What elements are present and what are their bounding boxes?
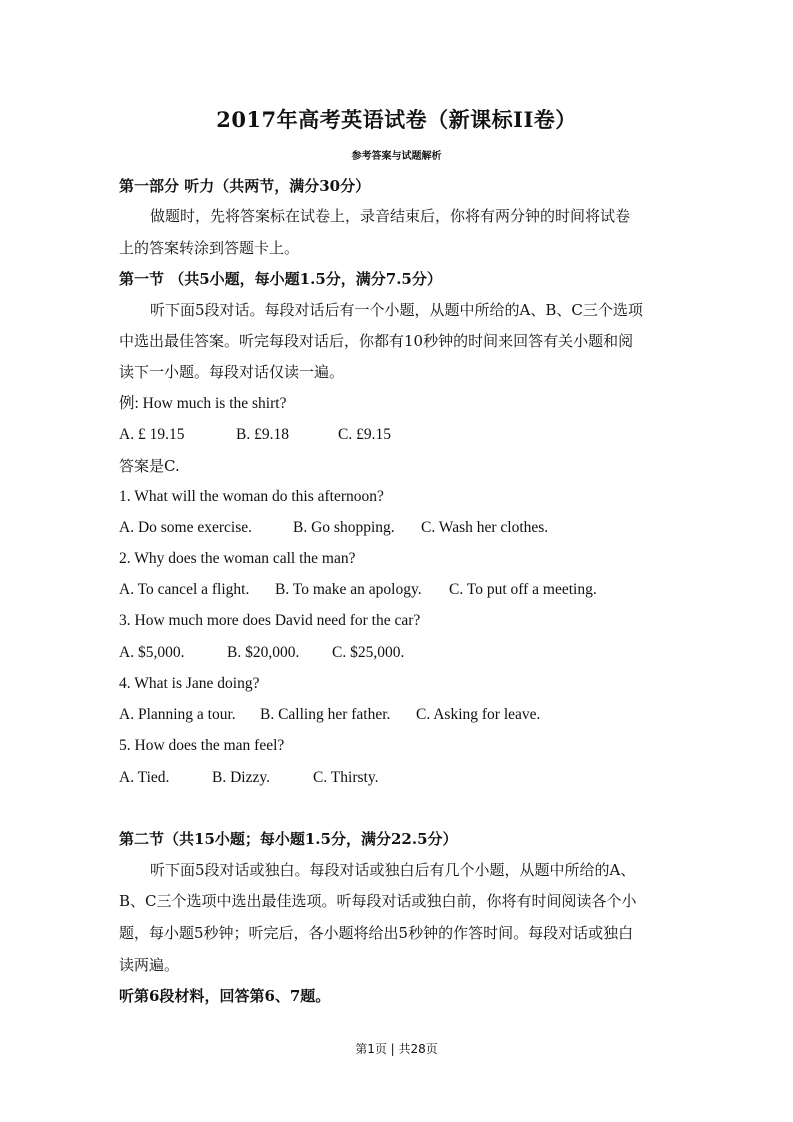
question-2-option-a: A. To cancel a flight. [119,581,250,598]
question-1-option-c: C. Wash her clothes. [421,519,549,536]
example-options [119,425,391,445]
question-3-options [119,643,404,663]
section1-intro-line-3: 读下一小题。每段对话仅读一遍。 [119,363,345,381]
question-4-options [119,705,540,725]
page-title: 2017年高考英语试卷（新课标II卷） [216,107,577,132]
question-4: 4. What is Jane doing? [119,675,260,692]
section2-heading: 第二节（共15小题；每小题1.5分，满分22.5分） [119,830,458,848]
question-5: 5. How does the man feel? [119,737,285,754]
section2-intro-line-1: 听下面5段对话或独白。每段对话或独白后有几个小题，从题中所给的A、 [150,861,636,879]
section2-intro-line-2: B、C三个选项中选出最佳选项。听每段对话或独白前，你将有时间阅读各个小 [119,892,637,910]
section1-intro-line-1: 听下面5段对话。每段对话后有一个小题，从题中所给的A、B、C三个选项 [150,301,643,319]
question-5-option-b: B. Dizzy. [212,769,270,786]
section2-intro-line-3: 题，每小题5秒钟；听完后，各小题将给出5秒钟的作答时间。每段对话或独白 [119,924,634,942]
question-1-options [119,518,548,538]
question-2-options [119,580,597,600]
material-heading: 听第6段材料，回答第6、7题。 [119,987,331,1005]
example-option-a: A. £ 19.15 [119,426,185,443]
question-2-option-c: C. To put off a meeting. [449,581,597,598]
example-question: 例: How much is the shirt? [119,395,287,412]
part1-intro-line-1: 做题时，先将答案标在试卷上，录音结束后，你将有两分钟的时间将试卷 [150,207,631,225]
question-2: 2. Why does the woman call the man? [119,550,356,567]
question-4-option-b: B. Calling her father. [260,706,391,723]
question-4-option-a: A. Planning a tour. [119,706,236,723]
question-1: 1. What will the woman do this afternoon? [119,488,384,505]
part1-intro-line-2: 上的答案转涂到答题卡上。 [119,239,300,257]
question-3-option-c: C. $25,000. [332,644,405,661]
section1-intro-line-2: 中选出最佳答案。听完每段对话后，你都有10秒钟的时间来回答有关小题和阅 [119,332,634,350]
part1-heading: 第一部分 听力（共两节，满分30分） [119,177,371,195]
example-option-c: C. £9.15 [338,426,391,443]
question-5-option-a: A. Tied. [119,769,170,786]
question-5-option-c: C. Thirsty. [313,769,379,786]
section2-intro-line-4: 读两遍。 [119,956,180,974]
question-1-option-a: A. Do some exercise. [119,519,252,536]
question-3-option-a: A. $5,000. [119,644,185,661]
question-4-option-c: C. Asking for leave. [416,706,541,723]
question-2-option-b: B. To make an apology. [275,581,422,598]
section1-heading: 第一节 （共5小题，每小题1.5分，满分7.5分） [119,270,442,288]
question-3: 3. How much more does David need for the car? [119,612,421,629]
question-5-options [119,768,378,788]
example-option-b: B. £9.18 [236,426,289,443]
question-3-option-b: B. $20,000. [227,644,300,661]
example-answer: 答案是C. [119,457,180,475]
page-subtitle: 参考答案与试题解析 [351,151,442,162]
question-1-option-b: B. Go shopping. [293,519,395,536]
page-footer: 第1页 | 共28页 [355,1042,438,1056]
